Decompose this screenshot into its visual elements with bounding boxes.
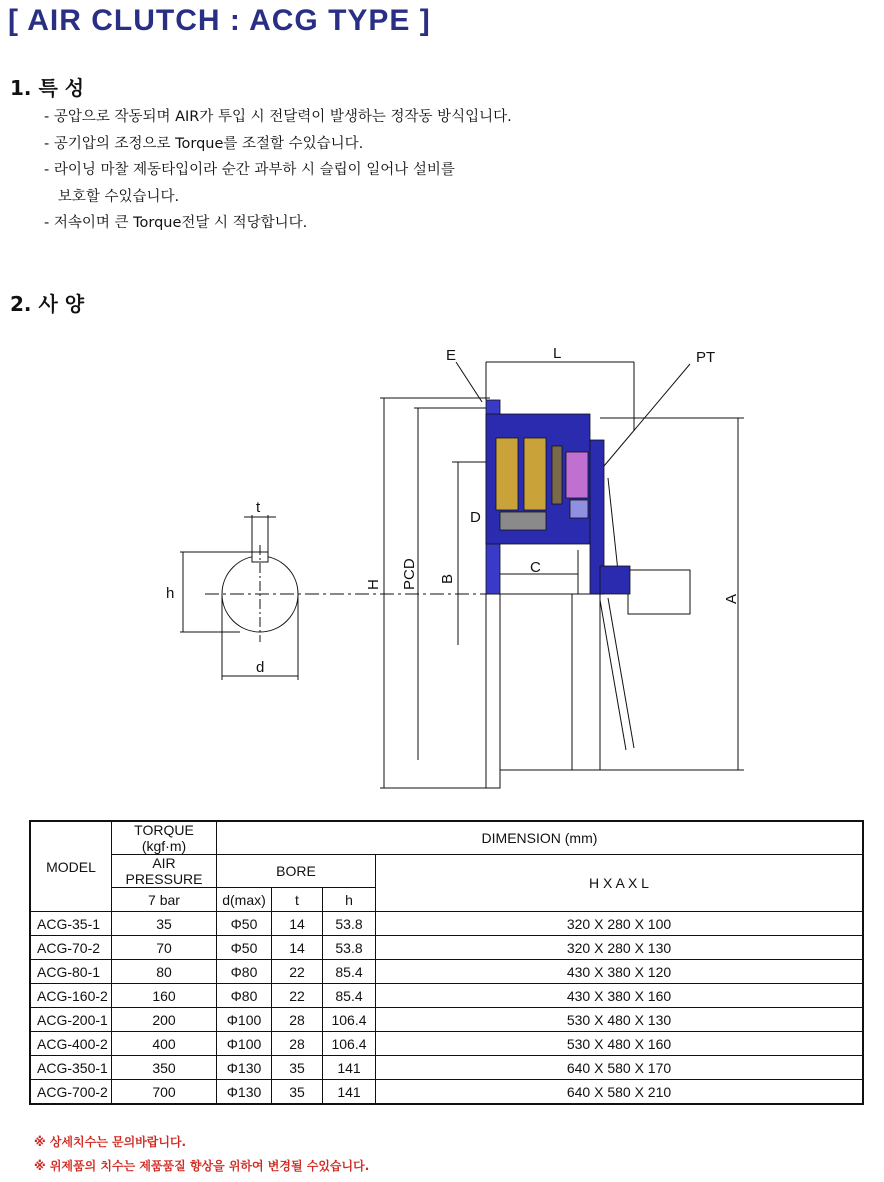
- label-pcd: PCD: [401, 558, 418, 590]
- label-l: L: [553, 345, 562, 362]
- header-t: t: [272, 888, 323, 912]
- header-torque: TORQUE (kgf·m): [112, 821, 217, 855]
- label-e: E: [446, 347, 457, 364]
- label-b: B: [439, 573, 456, 584]
- feature-item: - 공압으로 작동되며 AIR가 투입 시 전달력이 발생하는 정작동 방식입니다.: [44, 109, 512, 125]
- header-hxaxl: H X A X L: [376, 855, 864, 912]
- section-heading-specs: 2. 사 양: [10, 292, 85, 316]
- note-item: ※ 상세치수는 문의바랍니다.: [34, 1135, 187, 1149]
- header-dimension: DIMENSION (mm): [217, 821, 864, 855]
- label-a: A: [723, 593, 740, 604]
- label-c: C: [530, 559, 541, 576]
- feature-item: 보호할 수있습니다.: [44, 188, 180, 205]
- table-row: ACG-35-1 35 Φ50 14 53.8 320 X 280 X 100: [30, 912, 863, 936]
- feature-item: - 공기압의 조정으로 Torque를 조절할 수있습니다.: [44, 135, 364, 152]
- header-bore: BORE: [217, 855, 376, 888]
- table-row: ACG-400-2 400 Φ100 28 106.4 530 X 480 X 160: [30, 1032, 863, 1056]
- table-row: ACG-350-1 350 Φ130 35 141 640 X 580 X 170: [30, 1056, 863, 1080]
- table-row: ACG-160-2 160 Φ80 22 85.4 430 X 380 X 160: [30, 984, 863, 1008]
- page-title: [ AIR CLUTCH : ACG TYPE ]: [8, 4, 431, 37]
- hub: [486, 594, 500, 788]
- table-row: ACG-80-1 80 Φ80 22 85.4 430 X 380 X 120: [30, 960, 863, 984]
- feature-item: - 라이닝 마찰 제동타입이라 순간 과부하 시 슬립이 일어나 설비를: [44, 162, 455, 178]
- air-fitting: [628, 570, 690, 614]
- label-t: t: [256, 499, 261, 516]
- clutch-section-colored: [486, 400, 630, 594]
- label-H: H: [365, 579, 382, 590]
- section-heading-features: 1. 특 성: [10, 76, 85, 100]
- spec-table: [29, 820, 864, 1105]
- table-row: ACG-700-2 700 Φ130 35 141 640 X 580 X 210: [30, 1080, 863, 1105]
- header-air-pressure: AIR PRESSURE: [112, 855, 217, 888]
- label-D: D: [470, 509, 481, 526]
- header-d: d(max): [217, 888, 272, 912]
- table-row: ACG-200-1 200 Φ100 28 106.4 530 X 480 X 130: [30, 1008, 863, 1032]
- feature-list: [44, 104, 664, 237]
- feature-item: - 저속이며 큰 Torque전달 시 적당합니다.: [44, 215, 308, 231]
- label-pt: PT: [696, 349, 716, 366]
- label-d: d: [256, 659, 265, 676]
- note-item: ※ 위제품의 치수는 제품품질 향상을 위하여 변경될 수있습니다.: [34, 1159, 370, 1173]
- label-h: h: [166, 585, 175, 602]
- header-pressure-value: 7 bar: [112, 888, 217, 912]
- header-h: h: [323, 888, 376, 912]
- clutch-drawing: [150, 340, 750, 800]
- notes: [34, 1130, 369, 1178]
- header-model: MODEL: [30, 821, 112, 912]
- housing-lower: [500, 594, 600, 770]
- table-row: ACG-70-2 70 Φ50 14 53.8 320 X 280 X 130: [30, 936, 863, 960]
